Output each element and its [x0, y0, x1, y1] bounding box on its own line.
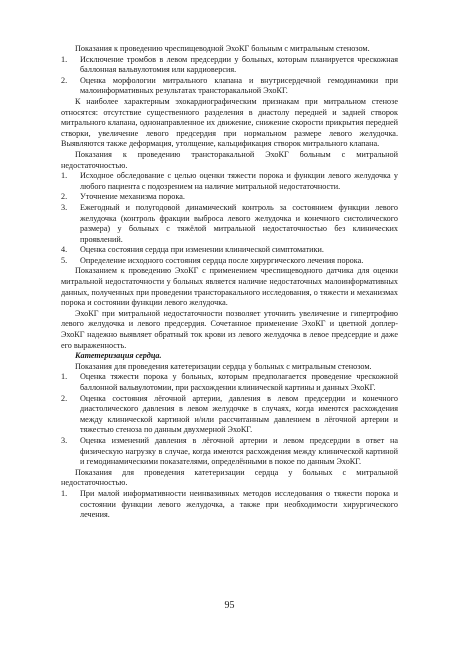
list-number: 1. [61, 171, 68, 181]
paragraph: ЭхоКГ при митральной недостаточности позволяет уточнить увеличение и гипертрофию левого желудочка и левого предсердия. Сочетанное применение ЭхоКГ и цветной доплер-ЭхоКГ надежно выявляет обратный ток крови из левого желудочка в левое предсердие и даже его выраженность. [61, 308, 398, 350]
list-item [61, 55, 398, 76]
list-item [61, 245, 398, 256]
list-number: 4. [61, 245, 68, 255]
list-item [61, 203, 398, 245]
list-text: Оценка морфологии митрального клапана и внутрисердечной гемодинамики при малоинформативных результатах трансторакальной ЭхоКГ. [80, 75, 398, 96]
list-item [61, 256, 398, 267]
list-text: Оценка изменений давления в лёгочной артерии и левом предсердии в ответ на физическую нагрузку в случае, когда имеются расхождения между клинической картиной и гемодинамическими показателями, определёнными в покое по данным ЭхоКГ. [80, 435, 398, 467]
paragraph: Показания для проведения катетеризации сердца у больных с митральной недостаточностью. [61, 467, 398, 488]
paragraph: Показания для проведения катетеризации сердца у больных с митральным стенозом. [75, 361, 372, 371]
list-text: Оценка состояния лёгочной артерии, давления в левом предсердии и конечного диастолического давления в левом желудочке в случаях, когда имеются расхождения между клинической картиной и/или рассчитанным давлением в лёгочной артерии и тяжестью стеноза по данным двухмерной ЭхоКГ. [80, 393, 398, 435]
list-item [61, 192, 398, 203]
list-text: При малой информативности неинвазивных методов исследования о тяжести порока и состоянии функции левого желудочка, а также при необходимости хирургического лечения. [80, 488, 398, 520]
list-text: Уточнение механизма порока. [80, 192, 185, 202]
paragraph: Показанием к проведению ЭхоКГ с применением чреспищеводного датчика для оценки митральной недостаточности у больных является наличие недостаточных малоинформативных данных, полученных при проведении трансторакального исследования, о тяжести и механизмах порока и состоянии функции левого желудочка. [61, 266, 398, 308]
list-text: Оценка состояния сердца при изменении клинической симптоматики. [80, 245, 324, 255]
list-item [61, 394, 398, 436]
list-number: 5. [61, 255, 68, 265]
list-text: Оценка тяжести порока у больных, которым предполагается проведение чрескожной баллонной вальвулотомии, при расхождении клинической картины и данных ЭхоКГ. [80, 372, 398, 392]
paragraph: Показания к проведению чреспищеводной ЭхоКГ больным с митральным стенозом. [75, 44, 370, 53]
page-number: 95 [224, 600, 235, 611]
list-number: 3. [61, 202, 68, 212]
list-number: 1. [61, 54, 68, 64]
list-text: Определение исходного состояния сердца после хирургического лечения порока. [80, 255, 364, 265]
list-number: 1. [61, 372, 68, 382]
paragraph: К наиболее характерным эхокардиографическим признакам при митральном стенозе относятся: отсутствие существенного разделения в диастолу передней и задней створок митрального клапана, однонаправленное их движение, снижение скорости прикрытия передней створки, увеличение левого предсердия при нормальном размере левого желудочка. Выявляются также деформация, утолщение, кальцификация створок митрального клапана. [61, 96, 398, 149]
list-item [61, 171, 398, 192]
list-number: 1. [61, 488, 68, 498]
list-text: Исключение тромбов в левом предсердии у больных, которым планируется чрескожная баллонная вальвулотомия или кардиоверсия. [80, 54, 398, 75]
list-number: 2. [61, 393, 68, 403]
list-item [61, 372, 398, 393]
list-item [61, 489, 398, 521]
list-item [61, 76, 398, 97]
list-number: 2. [61, 192, 68, 202]
paragraph: Показания к проведению трансторакальной ЭхоКГ больным с митральной недостаточностью. [61, 149, 398, 170]
list-number: 3. [61, 435, 68, 445]
list-text: Ежегодный и полугодовой динамический контроль за состоянием функции левого желудочка (контроль фракции выброса левого желудочка и конечного систолического размера) у больных с тяжёлой митральной недостаточностью без клинических проявлений. [80, 202, 398, 244]
section-heading: Катетеризация сердца. [75, 351, 162, 361]
list-item [61, 436, 398, 468]
list-number: 2. [61, 75, 68, 85]
page-body [61, 44, 398, 521]
list-text: Исходное обследование с целью оценки тяжести порока и функции левого желудочка у любого пациента с подозрением на наличие митральной недостаточности. [80, 171, 398, 191]
